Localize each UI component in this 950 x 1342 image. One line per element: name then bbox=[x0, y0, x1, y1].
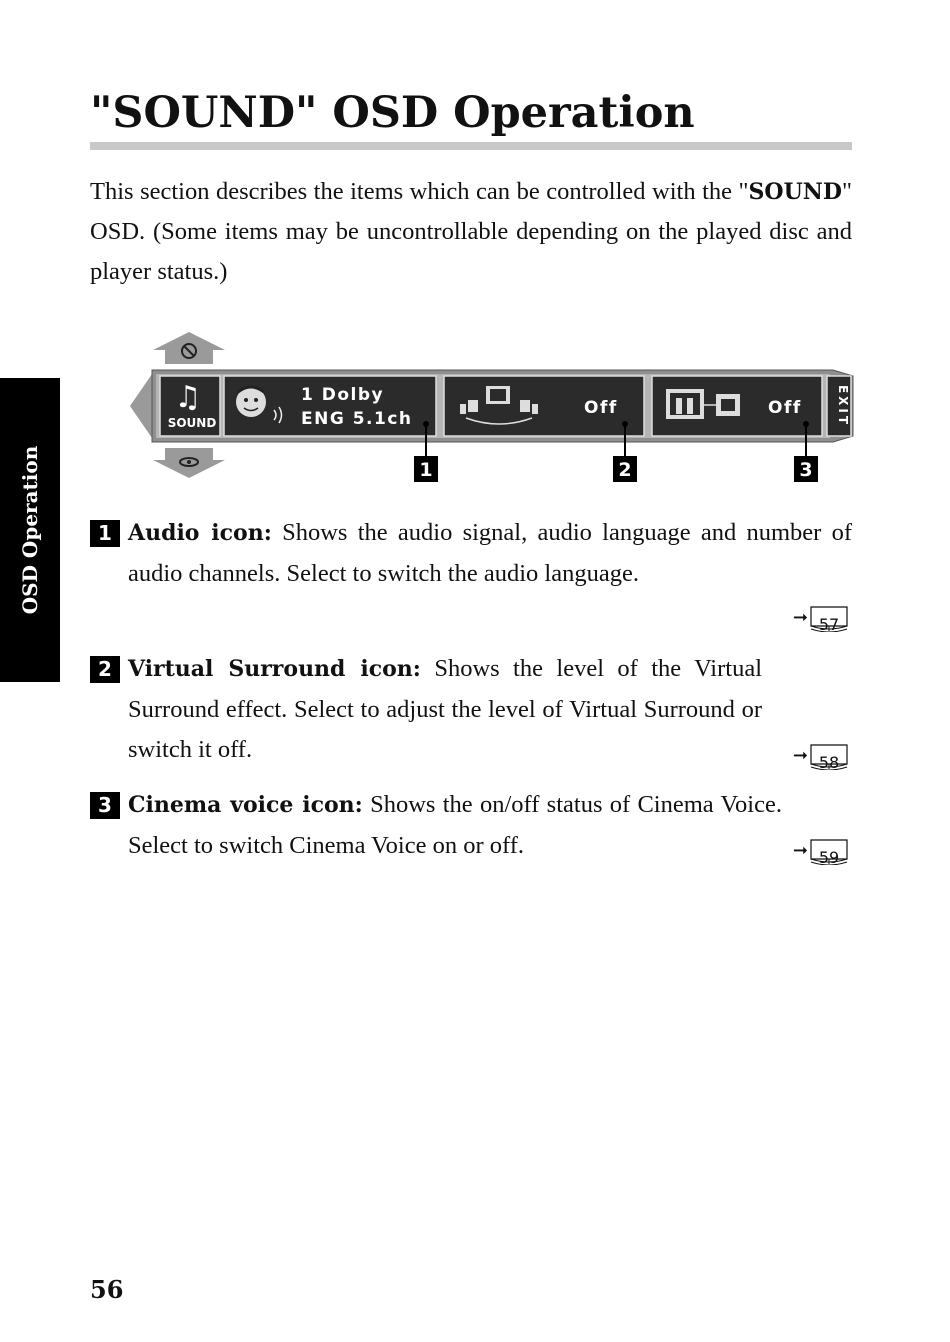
svg-text:2: 2 bbox=[618, 459, 632, 481]
arrow-icon: ➞ bbox=[792, 607, 808, 628]
item-virtual-surround-icon bbox=[90, 649, 852, 771]
page-ref[interactable] bbox=[793, 831, 848, 872]
item-number-3: 3 bbox=[90, 792, 120, 819]
svg-text:ENG 5.1ch: ENG 5.1ch bbox=[301, 409, 413, 429]
side-tab-label: OSD Operation bbox=[18, 445, 42, 615]
sound-menu-icon[interactable] bbox=[160, 376, 220, 436]
svg-text:1: 1 bbox=[419, 459, 433, 481]
cinema-voice-panel[interactable] bbox=[652, 376, 822, 436]
item-text: Shows the on/off status of Cinema Voice. Select to switch Cinema Voice on or off. bbox=[128, 791, 782, 859]
item-audio-icon bbox=[90, 513, 852, 635]
item-text: Shows the audio signal, audio language and number of audio channels. Select to switch the audio language. bbox=[128, 519, 852, 587]
left-arrow-icon[interactable] bbox=[130, 374, 152, 438]
item-heading: Audio icon: bbox=[128, 520, 272, 546]
book-icon: 58 bbox=[810, 742, 848, 770]
virtual-surround-panel[interactable] bbox=[444, 376, 644, 436]
item-number-1: 1 bbox=[90, 520, 120, 547]
intro-paragraph: This section describes the items which can be controlled with the "SOUND" OSD. (Some items may be uncontrollable depending on the played disc and player status.) bbox=[90, 178, 852, 285]
arrow-icon: ➞ bbox=[792, 745, 808, 766]
item-cinema-voice-icon bbox=[90, 785, 852, 866]
svg-text:Off: Off bbox=[768, 398, 802, 418]
svg-text:SOUND: SOUND bbox=[167, 416, 217, 430]
arrow-icon: ➞ bbox=[792, 840, 808, 861]
item-text: Shows the level of the Virtual Surround effect. Select to adjust the level of Virtual Surround or switch it off. bbox=[128, 655, 762, 763]
osd-sound-bar bbox=[126, 330, 861, 490]
music-note-icon: ♫ bbox=[174, 380, 202, 415]
svg-text:3: 3 bbox=[799, 459, 813, 481]
page-ref[interactable] bbox=[793, 736, 848, 777]
book-icon: 57 bbox=[810, 604, 848, 632]
audio-icon-panel[interactable] bbox=[224, 376, 436, 436]
svg-text:1 Dolby: 1 Dolby bbox=[301, 385, 385, 405]
item-heading: Cinema voice icon: bbox=[128, 792, 363, 818]
svg-text:Off: Off bbox=[584, 398, 618, 418]
exit-button[interactable] bbox=[827, 376, 851, 436]
page-title: "SOUND" OSD Operation bbox=[90, 88, 695, 138]
title-rule bbox=[90, 142, 852, 150]
item-heading: Virtual Surround icon: bbox=[128, 656, 421, 682]
page-ref[interactable] bbox=[793, 598, 848, 639]
svg-text:EXIT: EXIT bbox=[836, 384, 850, 428]
page-number: 56 bbox=[90, 1275, 124, 1304]
book-icon: 59 bbox=[810, 837, 848, 865]
down-arrow-icon[interactable] bbox=[153, 448, 225, 478]
item-number-2: 2 bbox=[90, 656, 120, 683]
up-arrow-icon[interactable] bbox=[153, 332, 225, 364]
